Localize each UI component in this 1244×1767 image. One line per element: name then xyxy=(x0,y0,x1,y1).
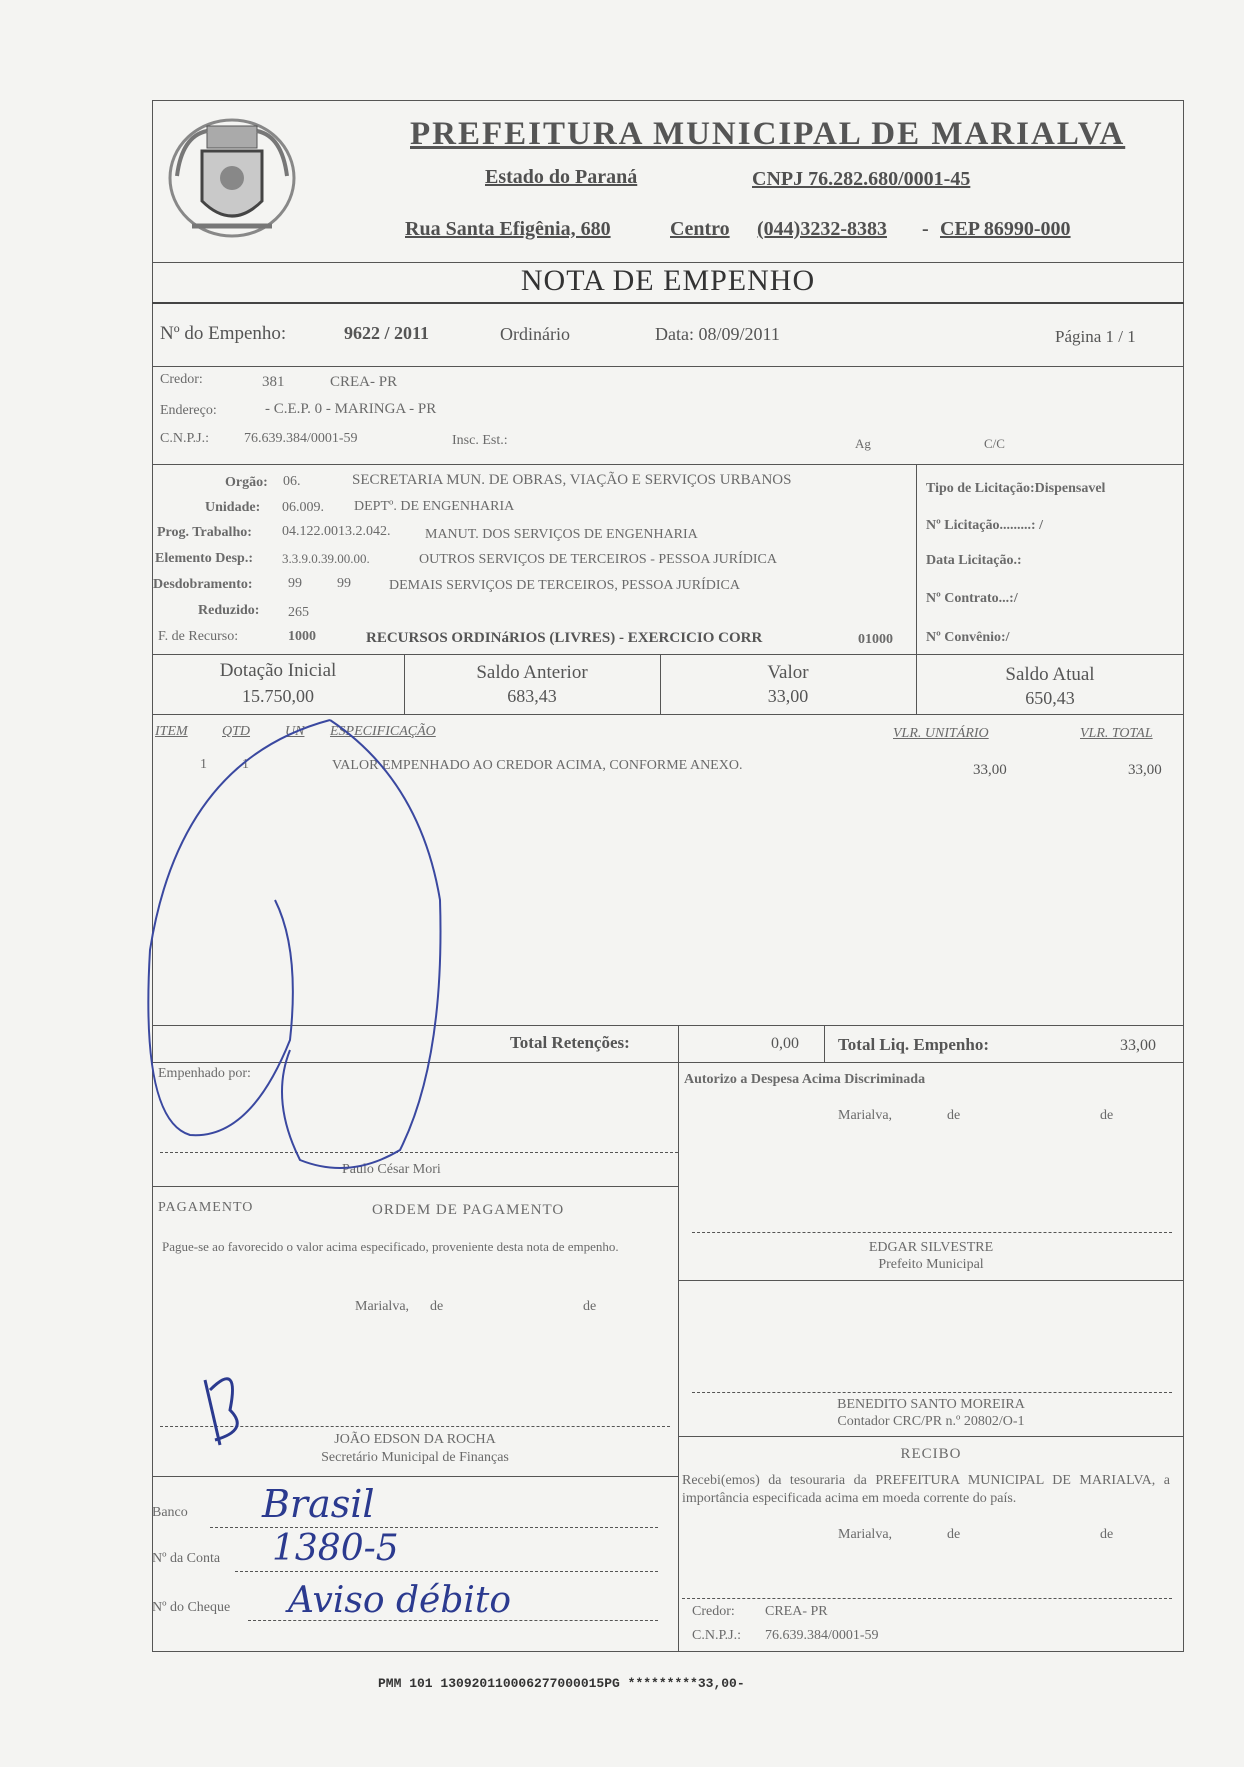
fonte-code: 1000 xyxy=(288,629,316,644)
pagamento-label: PAGAMENTO xyxy=(158,1200,254,1215)
pagamento-de-2: de xyxy=(583,1299,597,1314)
pagamento-city: Marialva, xyxy=(355,1299,410,1314)
retencoes-label: Total Retenções: xyxy=(510,1033,630,1052)
pagamento-de-1: de xyxy=(430,1299,444,1314)
prog-code: 04.122.0013.2.042. xyxy=(282,524,391,539)
col-header-vlr-total: VLR. TOTAL xyxy=(1080,726,1153,741)
tipo-licitacao: Tipo de Licitação:Dispensavel xyxy=(926,481,1106,496)
numero-convenio: Nº Convênio:/ xyxy=(926,630,1010,645)
liquido-label: Total Liq. Empenho: xyxy=(838,1035,989,1054)
fonte-desc: RECURSOS ORDINáRIOS (LIVRES) - EXERCICIO CORR xyxy=(366,630,763,646)
valor-label: Valor xyxy=(767,662,809,683)
state-name: Estado do Paraná xyxy=(485,166,638,188)
credor-label: Credor: xyxy=(160,372,203,387)
empenho-number: 9622 / 2011 xyxy=(344,323,430,343)
address-label: Endereço: xyxy=(160,403,217,418)
cheque-value: Aviso débito xyxy=(288,1580,512,1621)
autorizo-de-2: de xyxy=(1100,1108,1114,1123)
unidade-code: 06.009. xyxy=(282,500,324,515)
empenhado-label: Empenhado por: xyxy=(158,1066,251,1081)
empenho-date: Data: 08/09/2011 xyxy=(655,324,780,344)
pagamento-text: Pague-se ao favorecido o valor acima especificado, proveniente desta nota de empenho. xyxy=(162,1239,619,1254)
desdobramento-label: Desdobramento: xyxy=(153,577,253,592)
credor-name: CREA- PR xyxy=(330,374,398,390)
orgao-desc: SECRETARIA MUN. DE OBRAS, VIAÇÃO E SERVIÇOS URBANOS xyxy=(352,472,792,488)
secretario-role: Secretário Municipal de Finanças xyxy=(321,1450,509,1465)
header-separator: - xyxy=(922,218,929,240)
empenho-type: Ordinário xyxy=(500,324,570,344)
recibo-de-2: de xyxy=(1100,1527,1114,1542)
prefeito-role: Prefeito Municipal xyxy=(878,1257,984,1272)
cnpj-label: C.N.P.J.: xyxy=(160,431,210,446)
district: Centro xyxy=(670,218,730,240)
recibo-city: Marialva, xyxy=(838,1527,893,1542)
recibo-title: RECIBO xyxy=(900,1446,962,1462)
col-header-especificacao: ESPECIFICAÇÃO xyxy=(330,724,436,739)
desdobramento-desc: DEMAIS SERVIÇOS DE TERCEIROS, PESSOA JURÍDICA xyxy=(389,578,741,593)
cheque-label: Nº do Cheque xyxy=(152,1600,231,1615)
insc-est-label: Insc. Est.: xyxy=(452,433,508,448)
autorizo-city: Marialva, xyxy=(838,1108,893,1123)
col-header-qtd: QTD xyxy=(222,724,251,739)
col-header-un: UN xyxy=(285,724,305,739)
document-title: NOTA DE EMPENHO xyxy=(520,264,816,297)
item-number: 1 xyxy=(200,757,207,772)
orgao-label: Orgão: xyxy=(225,475,268,490)
footer-code: PMM 101 130920110006277000015PG *********33,00- xyxy=(378,1676,745,1691)
orgao-code: 06. xyxy=(283,474,301,489)
agency-label: Ag xyxy=(855,436,871,451)
desdobramento-code-2: 99 xyxy=(337,576,351,591)
item-unit-value: 33,00 xyxy=(973,762,1007,778)
data-licitacao: Data Licitação.: xyxy=(926,553,1022,568)
recibo-de-1: de xyxy=(947,1527,961,1542)
cnpj-header: CNPJ 76.282.680/0001-45 xyxy=(752,168,971,190)
prefeito-name: EDGAR SILVESTRE xyxy=(868,1240,994,1255)
fonte-code-2: 01000 xyxy=(858,632,893,647)
numero-contrato: Nº Contrato...:/ xyxy=(926,591,1018,606)
banco-value: Brasil xyxy=(262,1482,375,1526)
street-address: Rua Santa Efigênia, 680 xyxy=(405,218,611,240)
elemento-label: Elemento Desp.: xyxy=(155,551,253,566)
col-header-vlr-unitario: VLR. UNITÁRIO xyxy=(893,726,989,741)
item-qtd: 1 xyxy=(242,757,249,772)
recibo-cnpj-value: 76.639.384/0001-59 xyxy=(765,1628,879,1643)
empenho-label: Nº do Empenho: xyxy=(160,323,287,344)
retencoes-value: 0,00 xyxy=(771,1035,799,1052)
recibo-text: Recebi(emos) da tesouraria da PREFEITURA MUNICIPAL DE MARIALVA, a importância especificada acima em moeda corrente do país. xyxy=(682,1473,1170,1506)
saldo-anterior-value: 683,43 xyxy=(507,686,557,706)
banco-label: Banco xyxy=(152,1505,188,1520)
elemento-desc: OUTROS SERVIÇOS DE TERCEIROS - PESSOA JURÍDICA xyxy=(419,552,778,567)
elemento-code: 3.3.9.0.39.00.00. xyxy=(282,551,370,566)
desdobramento-code-1: 99 xyxy=(288,576,302,591)
conta-label: Nº da Conta xyxy=(152,1551,221,1566)
municipality-title: PREFEITURA MUNICIPAL DE MARIALVA xyxy=(410,116,1126,152)
page-number: Página 1 / 1 xyxy=(1055,327,1136,346)
phone: (044)3232-8383 xyxy=(757,218,887,240)
saldo-atual-value: 650,43 xyxy=(1025,688,1075,708)
recibo-cnpj-label: C.N.P.J.: xyxy=(692,1628,742,1643)
item-description: VALOR EMPENHADO AO CREDOR ACIMA, CONFORME ANEXO. xyxy=(332,758,743,773)
contador-role: Contador CRC/PR n.º 20802/O-1 xyxy=(837,1414,1025,1429)
numero-licitacao: Nº Licitação.........: / xyxy=(926,518,1043,533)
cnpj-value: 76.639.384/0001-59 xyxy=(244,431,358,446)
reduzido-label: Reduzido: xyxy=(198,603,260,618)
reduzido-value: 265 xyxy=(288,605,309,620)
col-header-item: ITEM xyxy=(155,724,188,739)
account-label: C/C xyxy=(984,436,1005,451)
recibo-credor-value: CREA- PR xyxy=(765,1604,828,1619)
valor-value: 33,00 xyxy=(767,686,809,706)
prog-desc: MANUT. DOS SERVIÇOS DE ENGENHARIA xyxy=(425,527,698,542)
recibo-credor-label: Credor: xyxy=(692,1604,735,1619)
prog-label: Prog. Trabalho: xyxy=(157,525,252,540)
unidade-desc: DEPTº. DE ENGENHARIA xyxy=(354,499,515,514)
saldo-atual-label: Saldo Atual xyxy=(1005,664,1095,685)
fonte-label: F. de Recurso: xyxy=(158,629,239,644)
cep: CEP 86990-000 xyxy=(940,218,1071,240)
secretario-name: JOÃO EDSON DA ROCHA xyxy=(334,1432,496,1447)
address-value: - C.E.P. 0 - MARINGA - PR xyxy=(265,401,437,417)
unidade-label: Unidade: xyxy=(205,500,261,515)
credor-code: 381 xyxy=(262,374,285,390)
item-total-value: 33,00 xyxy=(1128,762,1162,778)
autorizo-de-1: de xyxy=(947,1108,961,1123)
liquido-value: 33,00 xyxy=(1120,1037,1156,1054)
autorizo-label: Autorizo a Despesa Acima Discriminada xyxy=(684,1072,926,1087)
contador-name: BENEDITO SANTO MOREIRA xyxy=(837,1397,1025,1412)
ordem-pagamento-label: ORDEM DE PAGAMENTO xyxy=(372,1202,565,1218)
dotacao-label: Dotação Inicial xyxy=(219,660,337,681)
dotacao-value: 15.750,00 xyxy=(242,686,314,706)
conta-value: 1380-5 xyxy=(272,1528,399,1569)
saldo-anterior-label: Saldo Anterior xyxy=(476,662,588,683)
empenhado-name: Paulo César Mori xyxy=(342,1162,441,1177)
